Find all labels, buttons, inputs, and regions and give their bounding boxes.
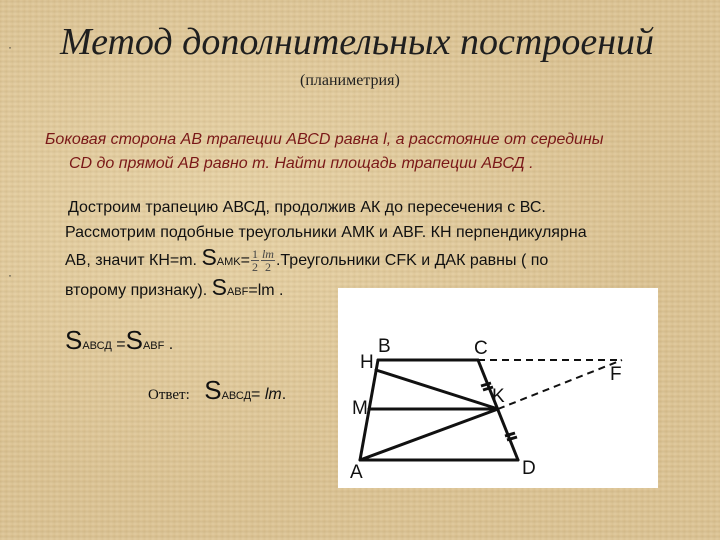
label-f: F xyxy=(610,364,622,385)
bullet-marker: · xyxy=(8,268,12,282)
height-hk xyxy=(376,370,498,409)
area-equality xyxy=(65,325,173,356)
fraction-denominator: 2 xyxy=(251,260,258,275)
area-symbol: S xyxy=(125,325,143,355)
fraction-numerator: 1 xyxy=(251,247,258,262)
slide-subtitle: (планиметрия) xyxy=(300,72,400,89)
fraction-numerator: lm xyxy=(261,247,274,262)
trapezoid-diagram xyxy=(338,288,658,488)
label-h: H xyxy=(360,352,374,373)
solution-line-3-tail: .Треугольники CFK и ДАК равны ( по xyxy=(275,252,549,269)
area-subscript-abf: ABF xyxy=(142,340,165,352)
label-a: A xyxy=(350,462,363,483)
fraction-lm-half xyxy=(261,248,275,273)
area-symbol: S xyxy=(201,244,217,270)
label-k: K xyxy=(492,386,505,407)
problem-line-2: CD до прямой АВ равно m. Найти площадь трапеции АВСД . xyxy=(69,155,534,172)
period: . xyxy=(164,336,174,353)
solution-line-3 xyxy=(65,245,685,275)
fraction-denominator: 2 xyxy=(264,260,271,275)
trapezoid-figure xyxy=(338,288,658,488)
problem-statement xyxy=(45,128,695,176)
solution-line-4-text: второму признаку). xyxy=(65,282,212,299)
solution-line-1: Достроим трапецию АВСД, продолжив АК до пересечения с ВС. xyxy=(68,199,546,216)
solution-line-3-text: АВ, значит КН=m. xyxy=(65,252,202,269)
segment-ak xyxy=(360,409,498,460)
answer-line xyxy=(148,375,286,406)
area-subscript-abcd: АВСД xyxy=(82,340,112,352)
equals-sign: = xyxy=(111,336,126,353)
bullet-marker: · xyxy=(8,40,12,54)
problem-line-1: Боковая сторона АВ трапеции АВСD равна l, а расстояние от середины xyxy=(45,131,604,148)
solution-line-4-tail: =lm . xyxy=(248,282,284,299)
extension-kf xyxy=(498,360,622,409)
area-symbol: S xyxy=(65,325,83,355)
area-subscript-amk: AMK xyxy=(216,256,241,268)
label-d: D xyxy=(522,458,536,479)
period: . xyxy=(281,386,287,403)
fraction-one-half xyxy=(251,248,259,273)
area-subscript-abcd: АВСД xyxy=(221,390,252,402)
solution-line-2: Рассмотрим подобные треугольники АМК и АВF. КН перпендикулярна xyxy=(65,224,587,241)
answer-value: lm xyxy=(264,386,282,403)
label-m: M xyxy=(352,398,368,419)
equals-sign: = xyxy=(251,386,265,403)
equals-sign: = xyxy=(240,252,250,269)
area-symbol: S xyxy=(211,274,227,300)
answer-label: Ответ: xyxy=(148,387,190,403)
label-b: B xyxy=(378,336,391,357)
label-c: C xyxy=(474,338,488,359)
area-subscript-abf: ABF xyxy=(226,286,249,298)
slide-title: Метод дополнительных построений xyxy=(60,21,655,63)
area-symbol: S xyxy=(204,375,222,405)
